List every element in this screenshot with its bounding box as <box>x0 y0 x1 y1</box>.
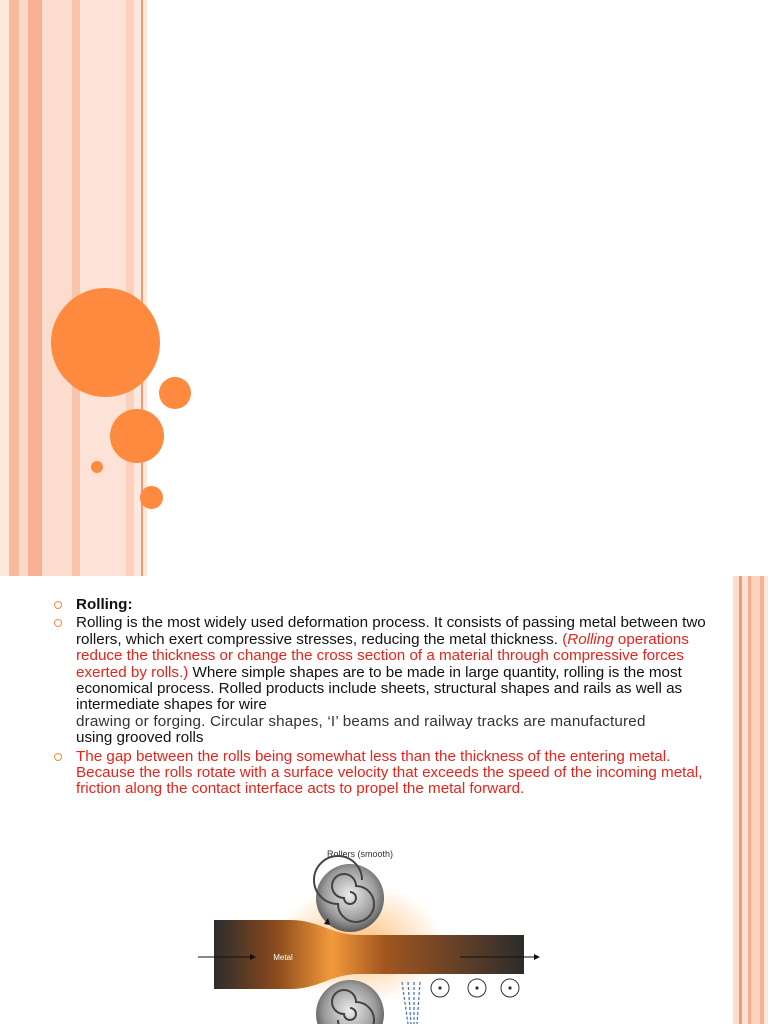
heading: Rolling: <box>76 596 133 613</box>
metal-label: Metal <box>273 953 293 962</box>
stripe <box>751 576 760 1024</box>
stripe <box>764 576 768 1024</box>
diagram-title: Rollers (smooth) <box>326 849 394 859</box>
paragraph-text: drawing or forging. Circular shapes, ‘I’ beams and railway tracks are manufactured <box>76 712 646 730</box>
red-text: ( <box>562 630 568 648</box>
support-roller-center <box>438 986 441 989</box>
decorative-circle <box>159 377 191 409</box>
stripe <box>28 0 42 576</box>
paragraph-text: Where simple shapes are to be made in large quantity, rolling is the most economical process. Rolled products include sheets, structural shapes and rails as well as intermediate shapes for wire <box>76 663 683 714</box>
bullet-heading <box>52 597 712 613</box>
content-slide <box>0 576 768 1024</box>
stripe <box>9 0 19 576</box>
red-italic-text: Rolling <box>567 630 614 648</box>
bullet-paragraph <box>52 615 712 746</box>
slide-body <box>52 597 712 800</box>
bullet-circle-icon <box>54 619 62 627</box>
stripe <box>42 0 72 576</box>
paragraph-text: using grooved rolls <box>76 729 204 747</box>
paragraph-text: The gap between the rolls being somewhat less than the thickness of the entering metal. Because the rolls rotate with a surface velocity that exceeds the speed of the incoming metal, friction along the contact interface acts to propel the metal forward. <box>76 747 703 798</box>
stripe <box>0 0 9 576</box>
bullet-circle-icon <box>54 601 62 609</box>
decorative-circle <box>110 409 164 463</box>
decorative-circle <box>140 486 163 509</box>
decorative-circle-large <box>51 288 160 397</box>
stripe <box>19 0 28 576</box>
stripe <box>126 0 134 576</box>
stripe <box>72 0 80 576</box>
stripe <box>134 0 141 576</box>
rolling-diagram <box>190 844 550 1024</box>
red-text: operations reduce the thickness or change the cross section of a material through compressive forces exerted by rolls.) <box>76 630 689 681</box>
decorative-circle-tiny <box>91 461 103 473</box>
bullet-circle-icon <box>54 753 62 761</box>
paragraph-text: Rolling is the most widely used deformation process. It consists of passing metal between two rollers, which exert compressive stresses, reducing the metal thickness. <box>76 614 706 648</box>
support-roller-center <box>475 986 478 989</box>
output-arrow-head-icon <box>534 954 540 960</box>
rolling-diagram-svg <box>190 844 550 1024</box>
bullet-paragraph <box>52 749 712 798</box>
support-roller-center <box>508 986 511 989</box>
